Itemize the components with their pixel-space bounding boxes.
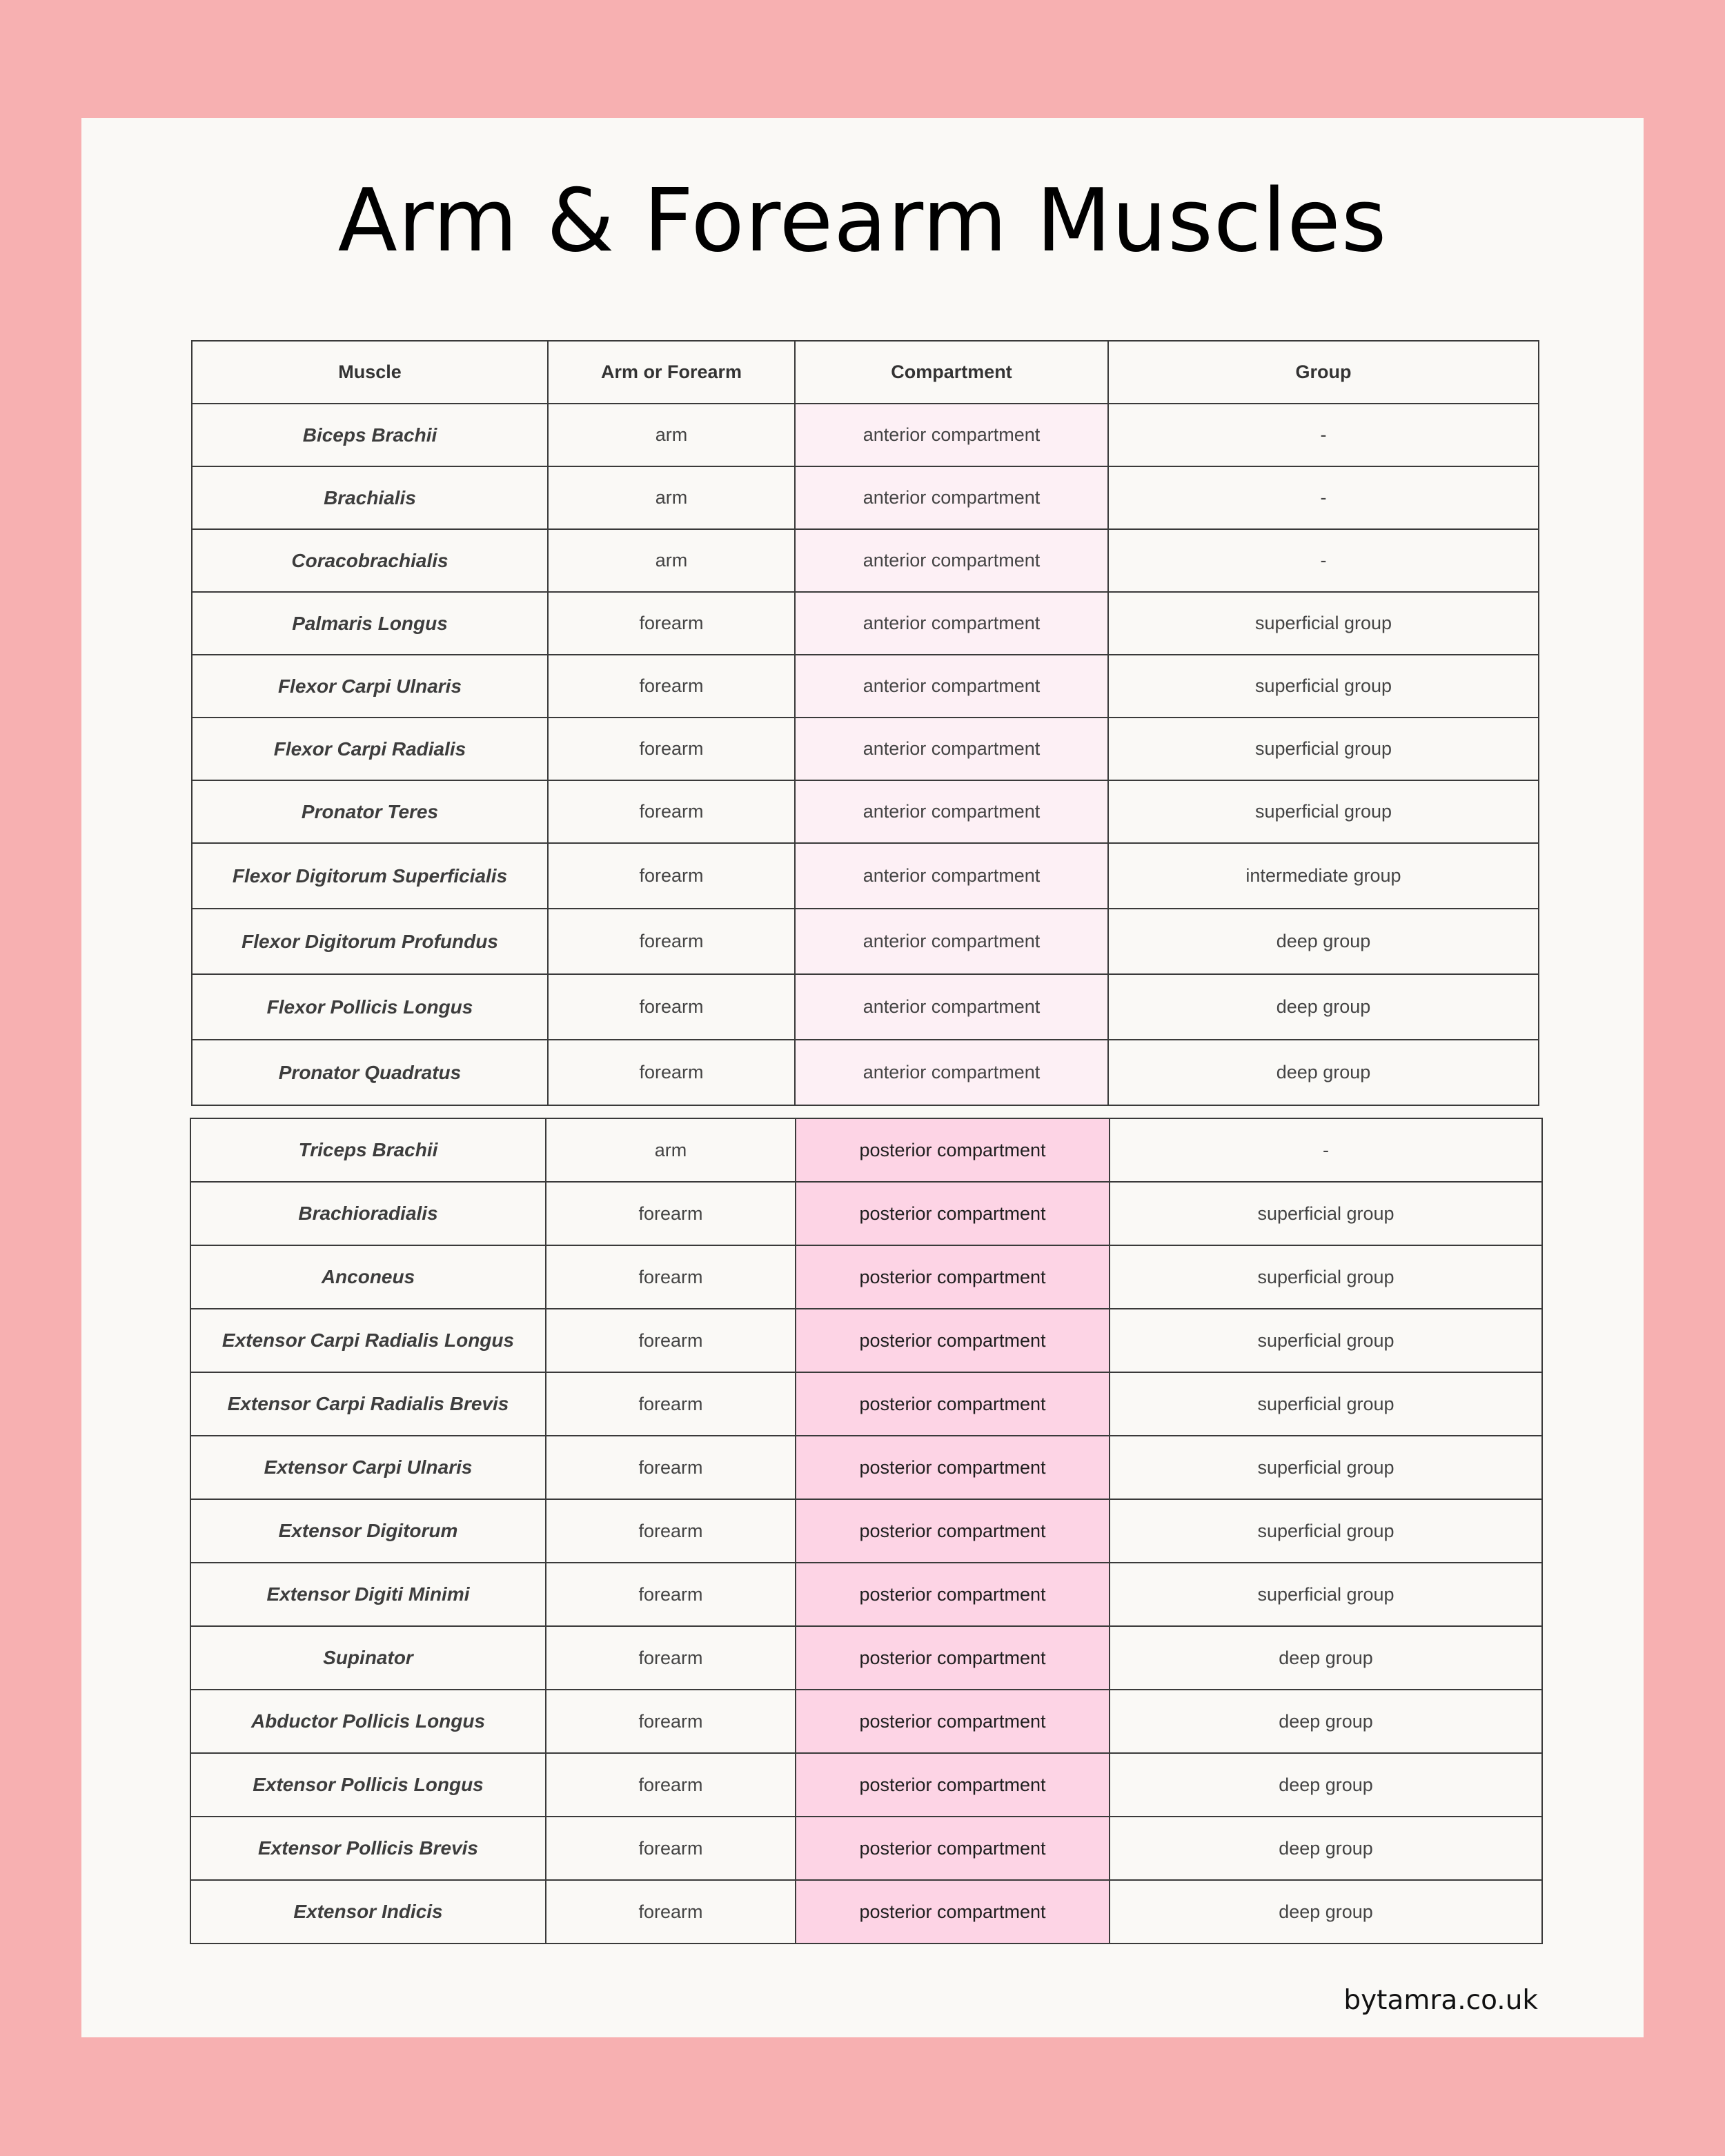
group-cell: deep group — [1110, 1817, 1542, 1880]
compartment-cell: anterior compartment — [795, 404, 1108, 466]
muscle-cell: Extensor Carpi Radialis Longus — [190, 1309, 546, 1372]
location-cell: arm — [548, 466, 795, 529]
location-cell: forearm — [548, 843, 795, 909]
table-row — [192, 974, 1539, 1040]
group-cell: superficial group — [1110, 1309, 1542, 1372]
table-row — [192, 909, 1539, 974]
page-title: Arm & Forearm Muscles — [337, 170, 1388, 271]
table-header-row — [192, 341, 1539, 404]
compartment-cell: posterior compartment — [796, 1499, 1110, 1563]
group-cell: superficial group — [1110, 1563, 1542, 1626]
posterior-table-body — [190, 1118, 1542, 1944]
location-cell: forearm — [546, 1690, 796, 1753]
table-row — [190, 1309, 1542, 1372]
group-cell: superficial group — [1108, 655, 1539, 718]
table-row — [190, 1880, 1542, 1944]
group-cell: deep group — [1110, 1753, 1542, 1817]
table-row — [192, 466, 1539, 529]
location-cell: forearm — [546, 1436, 796, 1499]
compartment-cell: anterior compartment — [795, 592, 1108, 655]
compartment-cell: posterior compartment — [796, 1626, 1110, 1690]
location-cell: forearm — [546, 1245, 796, 1309]
table-row — [192, 843, 1539, 909]
group-cell: intermediate group — [1108, 843, 1539, 909]
compartment-cell: posterior compartment — [796, 1817, 1110, 1880]
posterior-muscle-table — [190, 1118, 1543, 1944]
table-row — [190, 1182, 1542, 1245]
compartment-cell: posterior compartment — [796, 1182, 1110, 1245]
muscle-cell: Brachialis — [192, 466, 548, 529]
location-cell: forearm — [546, 1817, 796, 1880]
location-cell: forearm — [548, 718, 795, 780]
location-cell: forearm — [548, 974, 795, 1040]
table-row — [190, 1499, 1542, 1563]
header-group: Group — [1108, 341, 1539, 404]
muscle-cell: Supinator — [190, 1626, 546, 1690]
compartment-cell: anterior compartment — [795, 529, 1108, 592]
location-cell: arm — [548, 529, 795, 592]
muscle-cell: Pronator Teres — [192, 780, 548, 843]
table-row — [190, 1626, 1542, 1690]
group-cell: deep group — [1110, 1690, 1542, 1753]
compartment-cell: anterior compartment — [795, 718, 1108, 780]
compartment-cell: posterior compartment — [796, 1880, 1110, 1944]
compartment-cell: posterior compartment — [796, 1118, 1110, 1182]
header-muscle: Muscle — [192, 341, 548, 404]
muscle-cell: Extensor Indicis — [190, 1880, 546, 1944]
location-cell: forearm — [548, 655, 795, 718]
table-row — [190, 1118, 1542, 1182]
muscle-cell: Pronator Quadratus — [192, 1040, 548, 1105]
group-cell: superficial group — [1110, 1182, 1542, 1245]
muscle-cell: Extensor Pollicis Longus — [190, 1753, 546, 1817]
muscle-cell: Extensor Carpi Ulnaris — [190, 1436, 546, 1499]
compartment-cell: anterior compartment — [795, 974, 1108, 1040]
table-row — [190, 1563, 1542, 1626]
muscle-cell: Biceps Brachii — [192, 404, 548, 466]
table-row — [190, 1817, 1542, 1880]
group-cell: superficial group — [1108, 592, 1539, 655]
group-cell: - — [1110, 1118, 1542, 1182]
muscle-cell: Flexor Carpi Ulnaris — [192, 655, 548, 718]
location-cell: forearm — [546, 1182, 796, 1245]
muscle-cell: Extensor Digitorum — [190, 1499, 546, 1563]
compartment-cell: anterior compartment — [795, 780, 1108, 843]
compartment-cell: anterior compartment — [795, 1040, 1108, 1105]
footer-website: bytamra.co.uk — [1343, 1985, 1538, 2016]
compartment-cell: anterior compartment — [795, 466, 1108, 529]
anterior-table-body — [192, 404, 1539, 1105]
muscle-cell: Anconeus — [190, 1245, 546, 1309]
group-cell: deep group — [1108, 1040, 1539, 1105]
location-cell: forearm — [546, 1880, 796, 1944]
group-cell: deep group — [1110, 1880, 1542, 1944]
table-row — [192, 1040, 1539, 1105]
table-row — [192, 592, 1539, 655]
header-compartment: Compartment — [795, 341, 1108, 404]
muscle-cell: Flexor Carpi Radialis — [192, 718, 548, 780]
location-cell: arm — [546, 1118, 796, 1182]
group-cell: deep group — [1108, 974, 1539, 1040]
group-cell: superficial group — [1110, 1372, 1542, 1436]
location-cell: forearm — [546, 1563, 796, 1626]
location-cell: forearm — [548, 909, 795, 974]
header-arm-or-forearm: Arm or Forearm — [548, 341, 795, 404]
group-cell: - — [1108, 529, 1539, 592]
compartment-cell: anterior compartment — [795, 909, 1108, 974]
group-cell: superficial group — [1110, 1436, 1542, 1499]
group-cell: - — [1108, 404, 1539, 466]
table-row — [192, 655, 1539, 718]
compartment-cell: posterior compartment — [796, 1563, 1110, 1626]
location-cell: forearm — [546, 1626, 796, 1690]
group-cell: superficial group — [1110, 1499, 1542, 1563]
table-row — [190, 1245, 1542, 1309]
table-row — [190, 1753, 1542, 1817]
location-cell: forearm — [548, 1040, 795, 1105]
compartment-cell: posterior compartment — [796, 1309, 1110, 1372]
location-cell: forearm — [548, 592, 795, 655]
compartment-cell: posterior compartment — [796, 1690, 1110, 1753]
table-row — [192, 780, 1539, 843]
compartment-cell: anterior compartment — [795, 843, 1108, 909]
location-cell: forearm — [546, 1499, 796, 1563]
group-cell: superficial group — [1108, 718, 1539, 780]
location-cell: arm — [548, 404, 795, 466]
compartment-cell: posterior compartment — [796, 1436, 1110, 1499]
group-cell: superficial group — [1108, 780, 1539, 843]
group-cell: superficial group — [1110, 1245, 1542, 1309]
table-row — [190, 1690, 1542, 1753]
table-row — [192, 718, 1539, 780]
muscle-cell: Extensor Pollicis Brevis — [190, 1817, 546, 1880]
compartment-cell: posterior compartment — [796, 1372, 1110, 1436]
location-cell: forearm — [546, 1372, 796, 1436]
muscle-cell: Extensor Digiti Minimi — [190, 1563, 546, 1626]
muscle-cell: Flexor Digitorum Profundus — [192, 909, 548, 974]
muscle-cell: Coracobrachialis — [192, 529, 548, 592]
muscle-cell: Abductor Pollicis Longus — [190, 1690, 546, 1753]
anterior-muscle-table — [191, 340, 1539, 1106]
muscle-cell: Brachioradialis — [190, 1182, 546, 1245]
muscle-cell: Flexor Digitorum Superficialis — [192, 843, 548, 909]
location-cell: forearm — [548, 780, 795, 843]
group-cell: - — [1108, 466, 1539, 529]
muscle-cell: Extensor Carpi Radialis Brevis — [190, 1372, 546, 1436]
muscle-cell: Flexor Pollicis Longus — [192, 974, 548, 1040]
table-row — [190, 1372, 1542, 1436]
group-cell: deep group — [1108, 909, 1539, 974]
group-cell: deep group — [1110, 1626, 1542, 1690]
muscle-cell: Palmaris Longus — [192, 592, 548, 655]
location-cell: forearm — [546, 1753, 796, 1817]
location-cell: forearm — [546, 1309, 796, 1372]
compartment-cell: posterior compartment — [796, 1753, 1110, 1817]
compartment-cell: posterior compartment — [796, 1245, 1110, 1309]
table-row — [190, 1436, 1542, 1499]
table-row — [192, 404, 1539, 466]
table-row — [192, 529, 1539, 592]
muscle-cell: Triceps Brachii — [190, 1118, 546, 1182]
compartment-cell: anterior compartment — [795, 655, 1108, 718]
